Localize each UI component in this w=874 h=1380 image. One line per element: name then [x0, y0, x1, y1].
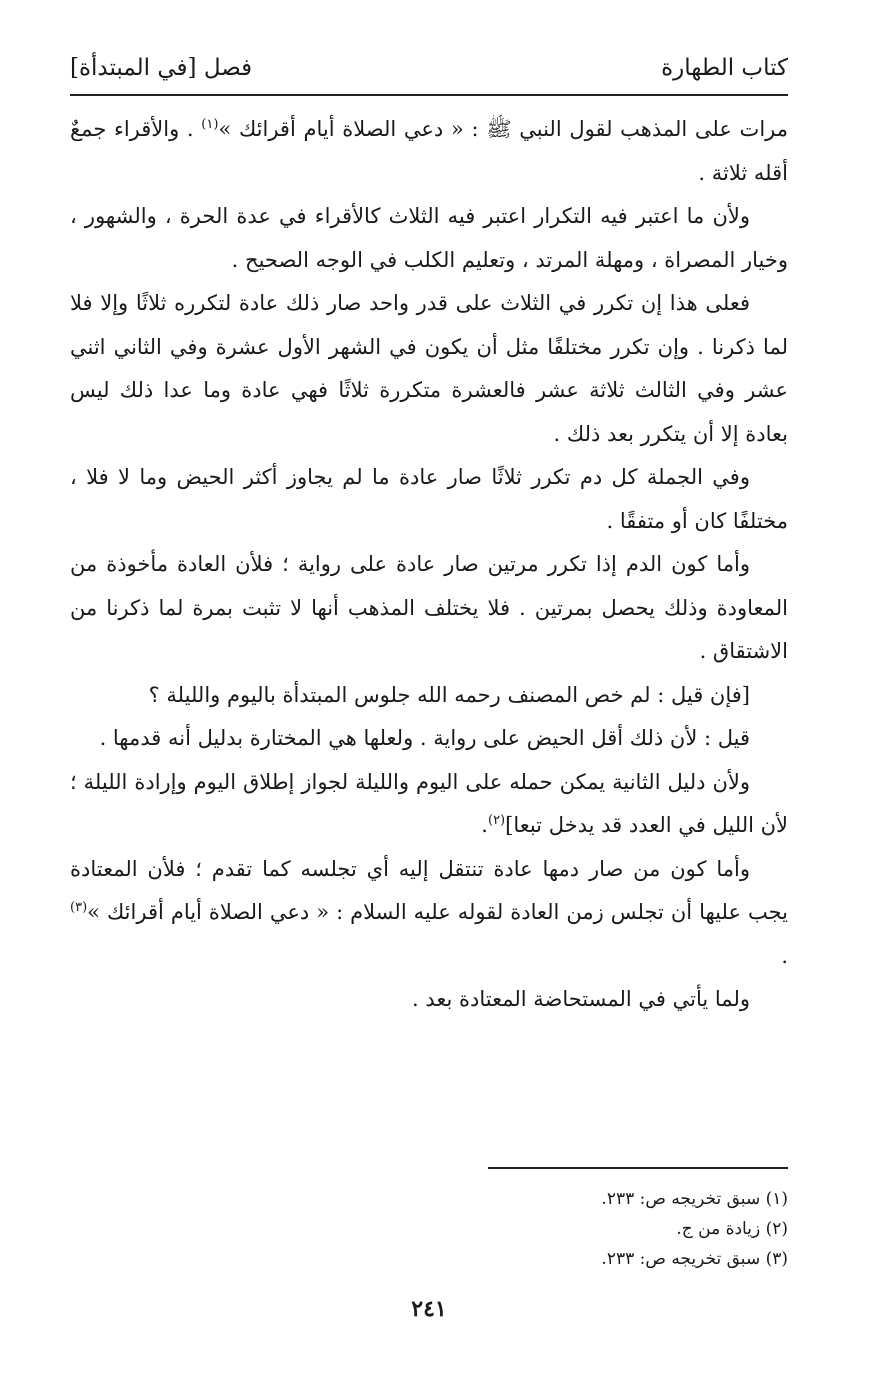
footnote-divider	[488, 1167, 788, 1169]
footnote-ref: (١)	[201, 117, 219, 132]
paragraph: وفي الجملة كل دم تكرر ثلاثًا صار عادة ما لم يجاوز أكثر الحيض وما لا فلا ، مختلفًا كان أو متفقًا .	[70, 465, 788, 533]
header-divider	[70, 94, 788, 96]
footnote-ref: (٢)	[487, 813, 506, 828]
main-text	[70, 108, 788, 1022]
footnote: (١) سبق تخريجه ص: ٢٣٣.	[601, 1189, 788, 1209]
section-title: فصل [في المبتدأة]	[70, 55, 253, 81]
paragraph: وأما كون الدم إذا تكرر مرتين صار عادة على رواية ؛ فلأن العادة مأخوذة من المعاودة وذلك يحصل بمرتين . فلا يختلف المذهب أنها لا تثبت بمرة لما ذكرنا من الاشتقاق .	[70, 552, 788, 663]
paragraph: ولما يأتي في المستحاضة المعتادة بعد .	[411, 987, 750, 1011]
footnote: (٢) زيادة من ج.	[676, 1219, 788, 1239]
book-page	[70, 0, 788, 1380]
running-header	[70, 48, 788, 88]
paragraph: [فإن قيل : لم خص المصنف رحمه الله جلوس المبتدأة باليوم والليلة ؟	[148, 682, 750, 707]
book-title: كتاب الطهارة	[661, 55, 788, 81]
paragraph: قيل : لأن ذلك أقل الحيض على رواية . ولعلها هي المختارة بدليل أنه قدمها .	[99, 726, 750, 750]
footnotes	[70, 1184, 788, 1274]
paragraph: ولأن دليل الثانية يمكن حمله على اليوم والليلة لجواز إطلاق اليوم وإرادة الليلة ؛ لأن الليل في العدد قد يدخل تبعا]$^{(٢)}$.	[70, 769, 788, 837]
footnote-ref: (٣)	[70, 900, 88, 915]
paragraph: فعلى هذا إن تكرر في الثلاث على قدر واحد صار ذلك عادة لتكرره ثلاثًا وإلا فلا لما ذكرنا . وإن تكرر مختلفًا مثل أن يكون في الشهر الأول عشرة وفي الثاني اثني عشر وفي الثالث ثلاثة عشر فالعشرة متكررة ثلاثًا فهي عادة وما عدا ذلك ليس بعادة إلا أن يتكرر بعد ذلك .	[70, 291, 788, 446]
paragraph: ولأن ما اعتبر فيه التكرار اعتبر فيه الثلاث كالأقراء في عدة الحرة ، والشهور ، وخيار المصراة ، ومهلة المرتد ، وتعليم الكلب في الوجه الصحيح .	[70, 204, 788, 272]
footnote: (٣) سبق تخريجه ص: ٢٣٣.	[601, 1249, 788, 1269]
paragraph: وأما كون من صار دمها عادة تنتقل إليه أي تجلسه كما تقدم ؛ فلأن المعتادة يجب عليها أن تجلس زمن العادة لقوله عليه السلام : « دعي الصلاة أيام أقرائك »$^{(٣)}$ .	[70, 856, 788, 968]
paragraph: مرات على المذهب لقول النبي ﷺ : « دعي الصلاة أيام أقرائك »$^{(١)}$ . والأقراء جمعٌ أقله ثلاثة .	[70, 117, 789, 185]
page-number: ٢٤١	[411, 1296, 447, 1322]
